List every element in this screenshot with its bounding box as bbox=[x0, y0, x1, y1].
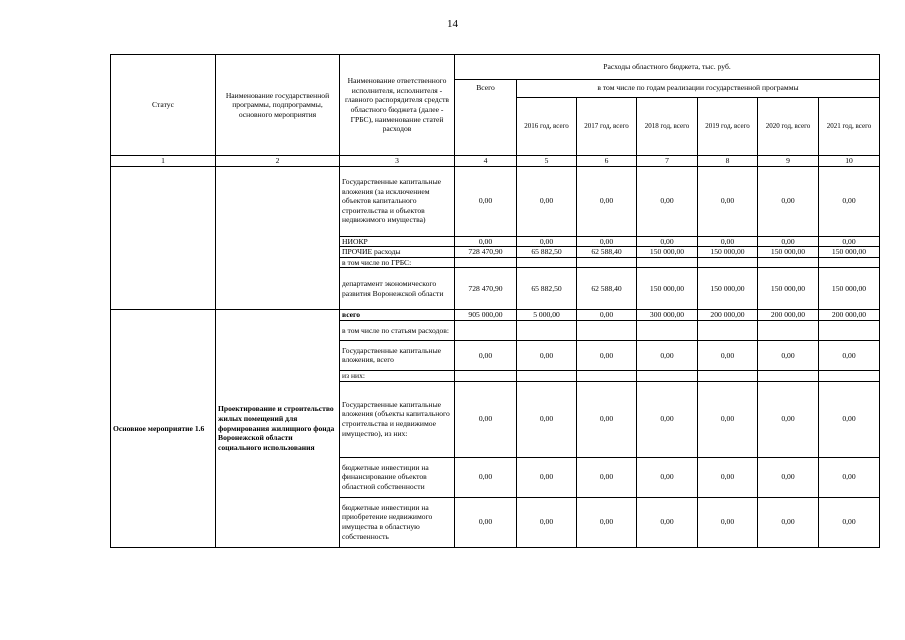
value-cell: 0,00 bbox=[698, 340, 758, 370]
value-cell bbox=[758, 370, 819, 381]
col-number: 10 bbox=[819, 156, 880, 167]
value-cell: 0,00 bbox=[455, 236, 517, 247]
value-cell bbox=[577, 370, 637, 381]
header-year-2018: 2018 год, всего bbox=[637, 98, 698, 156]
value-cell: 0,00 bbox=[455, 340, 517, 370]
header-executor: Наименование ответственного исполнителя, исполнителя - главного распорядителя средств областного бюджета (далее - ГРБС), наименование статей расходов bbox=[340, 55, 455, 156]
col-number: 8 bbox=[698, 156, 758, 167]
value-cell bbox=[577, 257, 637, 268]
row-label: департамент экономического развития Воронежской области bbox=[340, 268, 455, 310]
col-number: 9 bbox=[758, 156, 819, 167]
value-cell bbox=[637, 257, 698, 268]
value-cell: 0,00 bbox=[758, 381, 819, 457]
value-cell: 200 000,00 bbox=[698, 310, 758, 321]
value-cell bbox=[819, 257, 880, 268]
value-cell: 0,00 bbox=[758, 236, 819, 247]
value-cell: 0,00 bbox=[455, 166, 517, 236]
value-cell: 200 000,00 bbox=[819, 310, 880, 321]
value-cell bbox=[517, 370, 577, 381]
table-row bbox=[111, 310, 880, 321]
col-number: 7 bbox=[637, 156, 698, 167]
value-cell: 0,00 bbox=[758, 340, 819, 370]
value-cell: 0,00 bbox=[698, 457, 758, 497]
value-cell bbox=[758, 320, 819, 340]
value-cell bbox=[455, 320, 517, 340]
value-cell: 150 000,00 bbox=[758, 247, 819, 258]
value-cell: 0,00 bbox=[577, 497, 637, 547]
value-cell: 728 470,90 bbox=[455, 268, 517, 310]
value-cell: 150 000,00 bbox=[698, 268, 758, 310]
value-cell: 0,00 bbox=[698, 166, 758, 236]
row-label: ПРОЧИЕ расходы bbox=[340, 247, 455, 258]
value-cell: 0,00 bbox=[758, 457, 819, 497]
row-label: бюджетные инвестиции на финансирование объектов областной собственности bbox=[340, 457, 455, 497]
value-cell: 0,00 bbox=[637, 497, 698, 547]
value-cell: 0,00 bbox=[577, 236, 637, 247]
value-cell bbox=[517, 320, 577, 340]
value-cell: 65 882,50 bbox=[517, 247, 577, 258]
row-label: из них: bbox=[340, 370, 455, 381]
header-year-2017: 2017 год, всего bbox=[577, 98, 637, 156]
row-label: Государственные капитальные вложения (за исключением объектов капитального строительства и объектов недвижимого имущества) bbox=[340, 166, 455, 236]
value-cell: 0,00 bbox=[517, 340, 577, 370]
value-cell: 150 000,00 bbox=[637, 247, 698, 258]
value-cell: 0,00 bbox=[455, 497, 517, 547]
name-cell-empty bbox=[216, 166, 340, 310]
page-number: 14 bbox=[447, 18, 458, 30]
value-cell: 62 588,40 bbox=[577, 268, 637, 310]
header-status: Статус bbox=[111, 55, 216, 156]
value-cell bbox=[698, 370, 758, 381]
value-cell: 150 000,00 bbox=[758, 268, 819, 310]
header-year-2020: 2020 год, всего bbox=[758, 98, 819, 156]
row-label: всего bbox=[340, 310, 455, 321]
value-cell bbox=[455, 257, 517, 268]
col-number: 1 bbox=[111, 156, 216, 167]
value-cell: 0,00 bbox=[758, 497, 819, 547]
col-number: 5 bbox=[517, 156, 577, 167]
value-cell bbox=[819, 370, 880, 381]
budget-table bbox=[110, 54, 880, 548]
value-cell: 0,00 bbox=[819, 381, 880, 457]
value-cell: 150 000,00 bbox=[819, 268, 880, 310]
value-cell: 0,00 bbox=[637, 457, 698, 497]
value-cell bbox=[577, 320, 637, 340]
value-cell bbox=[698, 320, 758, 340]
value-cell: 0,00 bbox=[819, 457, 880, 497]
value-cell: 0,00 bbox=[517, 457, 577, 497]
value-cell: 200 000,00 bbox=[758, 310, 819, 321]
value-cell: 0,00 bbox=[758, 166, 819, 236]
value-cell: 0,00 bbox=[577, 457, 637, 497]
value-cell: 0,00 bbox=[637, 340, 698, 370]
value-cell: 0,00 bbox=[819, 236, 880, 247]
value-cell: 0,00 bbox=[698, 497, 758, 547]
value-cell: 150 000,00 bbox=[637, 268, 698, 310]
value-cell: 0,00 bbox=[637, 381, 698, 457]
value-cell: 0,00 bbox=[819, 166, 880, 236]
table-row bbox=[111, 166, 880, 236]
status-cell-empty bbox=[111, 166, 216, 310]
header-program-name: Наименование государственной программы, подпрограммы, основного мероприятия bbox=[216, 55, 340, 156]
header-by-years: в том числе по годам реализации государственной программы bbox=[517, 80, 880, 98]
row-label: Государственные капитальные вложения (объекты капитального строительства и недвижимое имущество), из них: bbox=[340, 381, 455, 457]
value-cell: 62 588,40 bbox=[577, 247, 637, 258]
value-cell bbox=[455, 370, 517, 381]
row-label: НИОКР bbox=[340, 236, 455, 247]
col-number: 3 bbox=[340, 156, 455, 167]
value-cell: 0,00 bbox=[517, 236, 577, 247]
measure-name: Проектирование и строительство жилых помещений для формирования жилищного фонда Воронежской области социального использования bbox=[216, 310, 340, 547]
row-label: в том числе по статьям расходов: bbox=[340, 320, 455, 340]
value-cell bbox=[698, 257, 758, 268]
value-cell: 0,00 bbox=[577, 310, 637, 321]
value-cell: 0,00 bbox=[637, 166, 698, 236]
value-cell: 300 000,00 bbox=[637, 310, 698, 321]
value-cell bbox=[637, 320, 698, 340]
value-cell: 0,00 bbox=[577, 166, 637, 236]
header-year-2019: 2019 год, всего bbox=[698, 98, 758, 156]
row-label: Государственные капитальные вложения, всего bbox=[340, 340, 455, 370]
value-cell: 65 882,50 bbox=[517, 268, 577, 310]
value-cell: 150 000,00 bbox=[819, 247, 880, 258]
value-cell: 728 470,90 bbox=[455, 247, 517, 258]
column-numbers-row bbox=[111, 156, 880, 167]
value-cell: 0,00 bbox=[517, 381, 577, 457]
col-number: 4 bbox=[455, 156, 517, 167]
measure-status: Основное мероприятие 1.6 bbox=[111, 310, 216, 547]
value-cell: 0,00 bbox=[819, 340, 880, 370]
value-cell: 0,00 bbox=[819, 497, 880, 547]
value-cell: 0,00 bbox=[577, 340, 637, 370]
value-cell: 0,00 bbox=[455, 381, 517, 457]
value-cell bbox=[517, 257, 577, 268]
header-year-2016: 2016 год, всего bbox=[517, 98, 577, 156]
col-number: 2 bbox=[216, 156, 340, 167]
value-cell: 0,00 bbox=[577, 381, 637, 457]
row-label: бюджетные инвестиции на приобретение недвижимого имущества в областную собственность bbox=[340, 497, 455, 547]
value-cell: 0,00 bbox=[517, 497, 577, 547]
header-year-2021: 2021 год, всего bbox=[819, 98, 880, 156]
value-cell bbox=[758, 257, 819, 268]
value-cell: 0,00 bbox=[455, 457, 517, 497]
value-cell: 5 000,00 bbox=[517, 310, 577, 321]
header-total: Всего bbox=[455, 80, 517, 156]
value-cell: 150 000,00 bbox=[698, 247, 758, 258]
value-cell: 0,00 bbox=[698, 236, 758, 247]
col-number: 6 bbox=[577, 156, 637, 167]
header-expenses-title: Расходы областного бюджета, тыс. руб. bbox=[455, 55, 880, 80]
value-cell bbox=[819, 320, 880, 340]
value-cell bbox=[637, 370, 698, 381]
value-cell: 0,00 bbox=[517, 166, 577, 236]
value-cell: 0,00 bbox=[698, 381, 758, 457]
value-cell: 905 000,00 bbox=[455, 310, 517, 321]
value-cell: 0,00 bbox=[637, 236, 698, 247]
row-label: в том числе по ГРБС: bbox=[340, 257, 455, 268]
